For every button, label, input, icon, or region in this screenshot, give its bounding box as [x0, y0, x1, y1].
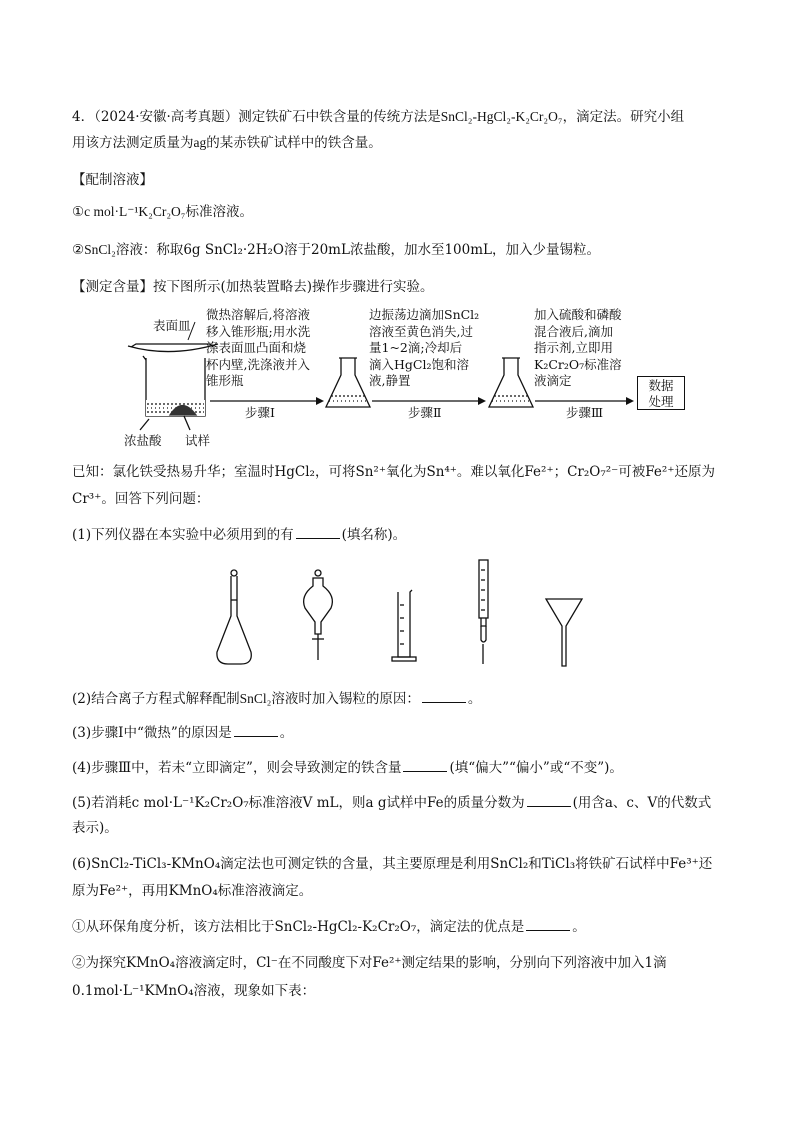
- watch-glass-label: 表面皿: [153, 318, 191, 333]
- separatory-funnel-icon: [304, 570, 333, 660]
- step1-label: 步骤Ⅰ: [245, 405, 275, 420]
- step1-description: 微热溶解后,将溶液 移入锥形瓶;用水洗 涤表面皿凸面和烧 杯内壁,洗涤液并入 锥形瓶: [206, 307, 311, 388]
- question-6-sub-2-line-2: 0.1mol·L⁻¹KMnO₄溶液，现象如下表：: [72, 983, 316, 999]
- beaker-icon: [128, 322, 218, 430]
- answer-blank-2[interactable]: [422, 688, 466, 703]
- prep-heading: 【配制溶液】: [72, 172, 153, 188]
- step2-description: 边振荡边滴加SnCl₂ 溶液至黄色消失,过 量1~2滴;冷却后 滴入HgCl₂饱和溶 液,静置: [369, 307, 480, 388]
- question-6-sub-1: ①从环保角度分析，该方法相比于SnCl₂-HgCl₂-K₂Cr₂O₇，滴定法的优点是 。: [72, 916, 586, 938]
- conical-flask-icon: [489, 358, 533, 407]
- question-4: (4)步骤Ⅲ中，若未“立即滴定”，则会导致测定的铁含量 (填“偏大”“偏小”或“不变”)。: [72, 757, 623, 779]
- question-3: (3)步骤Ⅰ中“微热”的原因是 。: [72, 722, 293, 744]
- question-6-line-1: (6)SnCl₂-TiCl₃-KMnO₄滴定法也可测定铁的含量，其主要原理是利用SnCl₂和TiCl₃将铁矿石试样中Fe³⁺还: [72, 856, 713, 872]
- conc-hcl-label: 浓盐酸: [124, 433, 162, 448]
- step3-label: 步骤Ⅲ: [566, 405, 604, 420]
- instruments-drawing: [0, 560, 800, 680]
- conical-flask-icon: [326, 358, 370, 407]
- prep-item-2: ②SnCl₂溶液：称取6g SnCl₂·2H₂O溶于20mL浓盐酸，加水至100mL，加入少量锡粒。: [72, 242, 600, 258]
- question-5-line-1: (5)若消耗c mol·L⁻¹K₂Cr₂O₇标准溶液V mL，则a g试样中Fe的质量分数为 (用含a、c、V的代数式: [72, 792, 711, 814]
- measure-line: 【测定含量】按下图所示(加热装置略去)操作步骤进行实验。: [72, 279, 434, 295]
- question-6-line-2: 原为Fe²⁺，再用KMnO₄标准溶液滴定。: [72, 883, 313, 899]
- burette-icon: [479, 560, 488, 664]
- question-6-sub-2-line-1: ②为探究KMnO₄溶液滴定时，Cl⁻在不同酸度下对Fe²⁺测定结果的影响，分别向下列溶液中加入1滴: [72, 955, 667, 971]
- question-5-line-2: 表示)。: [72, 820, 118, 836]
- step2-label: 步骤Ⅱ: [408, 405, 442, 420]
- answer-blank-4[interactable]: [403, 757, 447, 772]
- measure-heading: 【测定含量】: [72, 279, 153, 295]
- funnel-icon: [546, 599, 582, 666]
- prep-item-1: ①c mol·L⁻¹K₂Cr₂O₇标准溶液。: [72, 204, 254, 220]
- answer-blank-3[interactable]: [234, 722, 278, 737]
- answer-blank-6-1[interactable]: [526, 916, 570, 931]
- known-line-1: 已知：氯化铁受热易升华；室温时HgCl₂，可将Sn²⁺氧化为Sn⁴⁺。难以氧化Fe²⁺；Cr₂O₇²⁻可被Fe²⁺还原为: [72, 464, 715, 480]
- volumetric-flask-icon: [217, 570, 251, 664]
- question-2: (2)结合离子方程式解释配制SnCl₂溶液时加入锡粒的原因： 。: [72, 688, 481, 710]
- question-number: 4．: [72, 109, 95, 125]
- sample-label: 试样: [185, 433, 211, 448]
- question-stem-line-1: 4．（2024·安徽·高考真题）测定铁矿石中铁含量的传统方法是SnCl₂-HgCl₂-K₂Cr₂O₇，滴定法。研究小组: [72, 109, 685, 125]
- graduated-cylinder-icon: [392, 590, 416, 661]
- question-1: (1)下列仪器在本实验中必须用到的有 (填名称)。: [72, 524, 406, 546]
- method-formula: SnCl₂-HgCl₂-K₂Cr₂O₇: [440, 109, 563, 124]
- step3-description: 加入硫酸和磷酸 混合液后,滴加 指示剂,立即用 K₂Cr₂O₇标准溶 液滴定: [534, 307, 622, 388]
- data-processing-box: 数据 处理: [637, 376, 685, 410]
- question-stem-line-2: 用该方法测定质量为ag的某赤铁矿试样中的铁含量。: [72, 135, 382, 151]
- known-line-2: Cr³⁺。回答下列问题：: [72, 491, 210, 507]
- answer-blank-5[interactable]: [527, 792, 571, 807]
- answer-blank-1[interactable]: [296, 524, 340, 539]
- question-source: （2024·安徽·高考真题）: [94, 109, 239, 125]
